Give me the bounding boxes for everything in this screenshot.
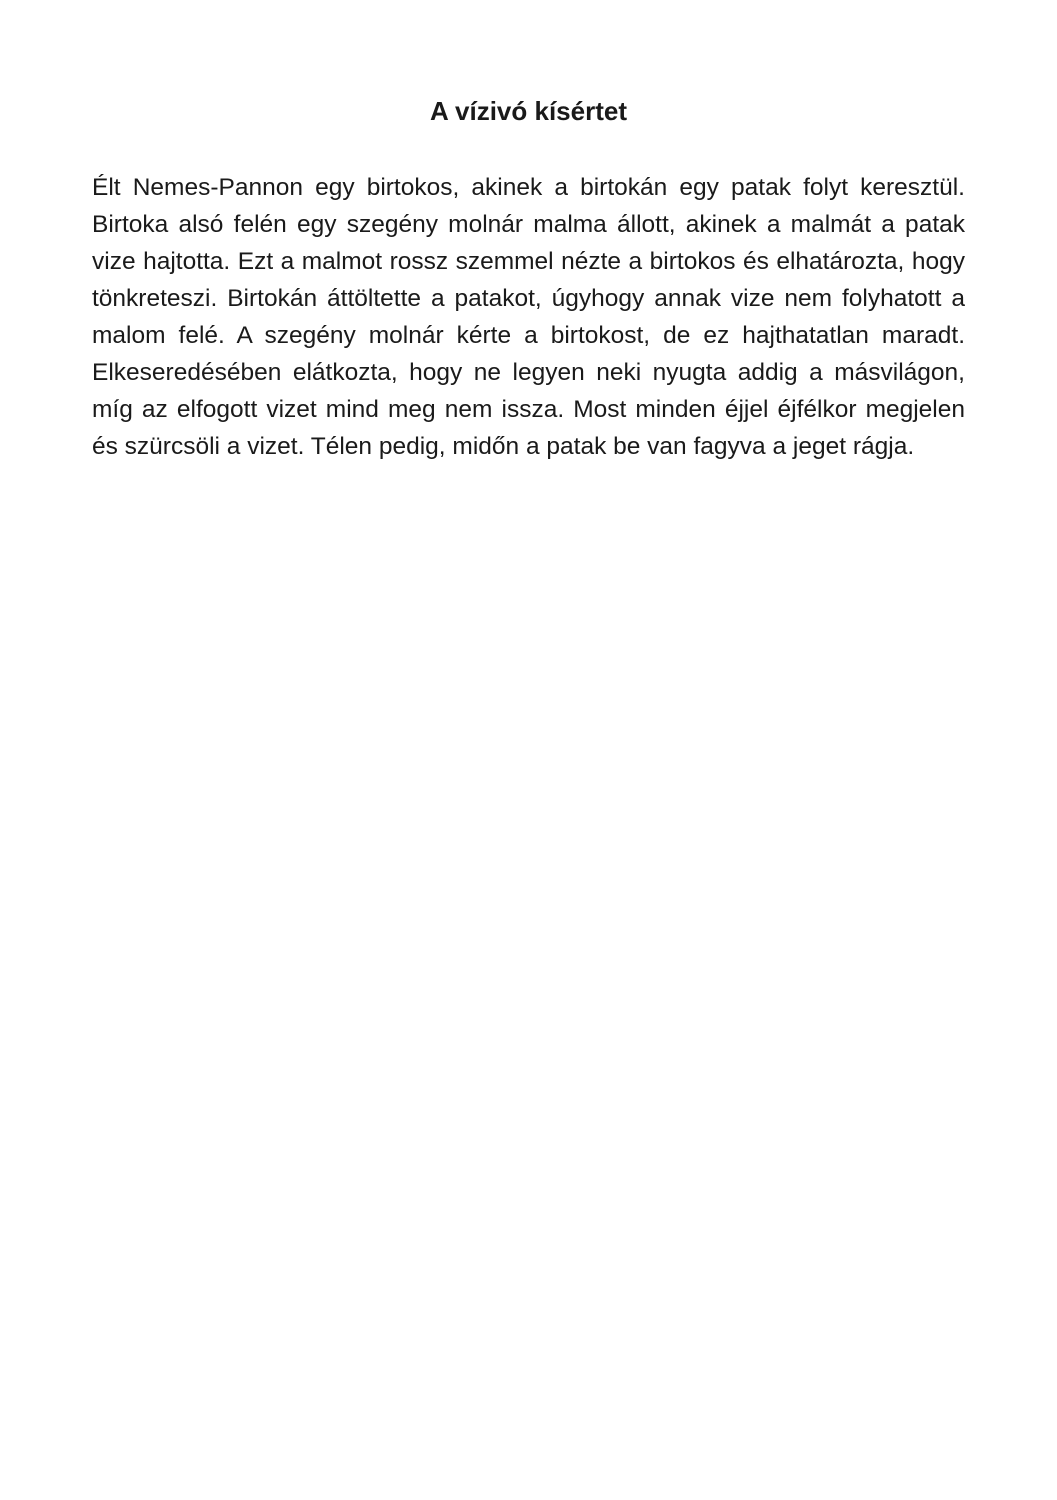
story-paragraph: Élt Nemes-Pannon egy birtokos, akinek a birtokán egy patak folyt keresztül. Birtoka alsó felén egy szegény molnár malma állott, akinek a malmát a patak vize hajtotta. Ezt a malmot rossz szemmel nézte a birtokos és elhatározta, hogy tönkreteszi. Birtokán áttöltette a patakot, úgyhogy annak vize nem folyhatott a malom felé. A szegény molnár kérte a birtokost, de ez hajthatatlan maradt. Elkeseredésében elátkozta, hogy ne legyen neki nyugta addig a másvilágon, míg az elfogott vizet mind meg nem issza. Most minden éjjel éjfélkor megjelen és szürcsöli a vizet. Télen pedig, midőn a patak be van fagyva a jeget rágja.	[92, 174, 965, 460]
page-title: A vízivó kísértet	[429, 96, 627, 126]
